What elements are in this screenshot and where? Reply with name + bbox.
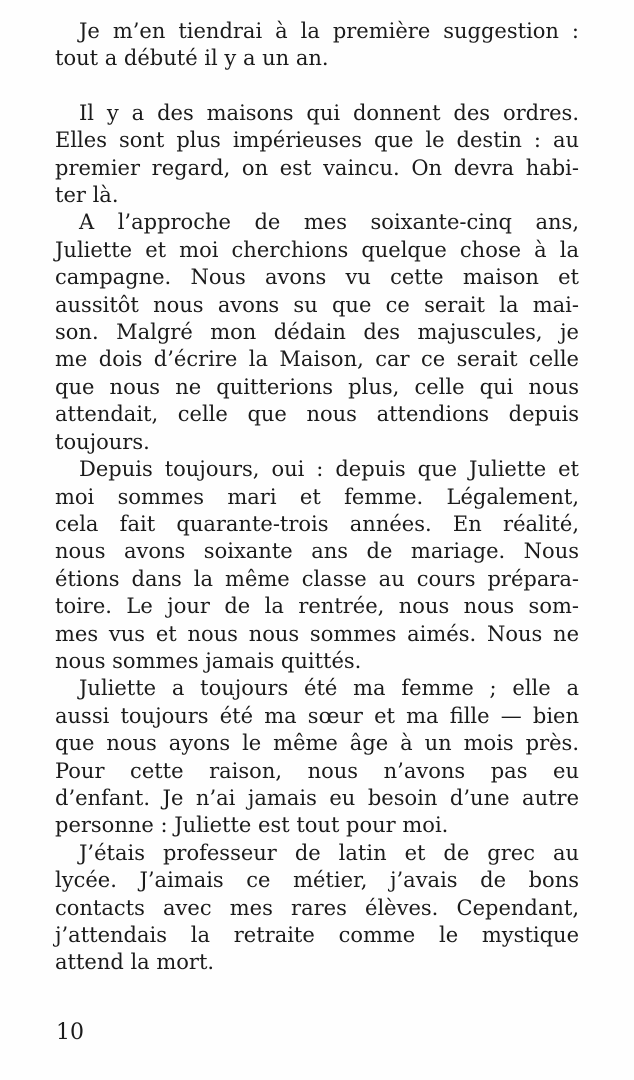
body-text xyxy=(55,18,579,977)
paragraph-6 xyxy=(55,840,579,977)
text-line: d’enfant. Je n’ai jamais eu besoin d’une autre xyxy=(55,785,579,810)
text-line: moi sommes mari et femme. Légalement, xyxy=(55,484,579,509)
section-gap xyxy=(55,73,579,100)
text-line: contacts avec mes rares élèves. Cependant, xyxy=(55,895,579,920)
text-line: Depuis toujours, oui : depuis que Juliette et xyxy=(79,457,579,482)
text-line: mes vus et nous nous sommes aimés. Nous ne xyxy=(55,621,579,646)
text-line: nous avons soixante ans de mariage. Nous xyxy=(55,539,579,564)
paragraph-1 xyxy=(55,18,579,73)
text-line: campagne. Nous avons vu cette maison et xyxy=(55,265,579,290)
paragraph-5 xyxy=(55,675,579,839)
text-line: ter là. xyxy=(55,183,119,208)
text-line: son. Malgré mon dédain des majuscules, je xyxy=(55,320,579,345)
text-line: Juliette a toujours été ma femme ; elle a xyxy=(79,676,579,701)
text-line: personne : Juliette est tout pour moi. xyxy=(55,813,449,838)
text-line: me dois d’écrire la Maison, car ce serait celle xyxy=(55,347,579,372)
text-line: aussitôt nous avons su que ce serait la mai- xyxy=(55,292,579,317)
text-line: attend la mort. xyxy=(55,950,215,975)
text-line: cela fait quarante-trois années. En réalité, xyxy=(55,511,579,536)
text-line: toire. Le jour de la rentrée, nous nous som- xyxy=(55,594,579,619)
paragraph-4 xyxy=(55,456,579,675)
text-line: aussi toujours été ma sœur et ma fille — bien xyxy=(55,703,579,728)
text-line: j’attendais la retraite comme le mystique xyxy=(55,923,579,947)
text-line: Il y a des maisons qui donnent des ordres. xyxy=(79,100,579,125)
text-line: Je m’en tiendrai à la première suggestion : xyxy=(79,19,579,43)
text-line: tout a débuté il y a un an. xyxy=(55,46,329,71)
text-line: premier regard, on est vaincu. On devra habi- xyxy=(55,155,579,180)
text-line: que nous ayons le même âge à un mois près. xyxy=(55,731,579,756)
text-line: étions dans la même classe au cours prépara- xyxy=(55,566,579,591)
text-line: Pour cette raison, nous n’avons pas eu xyxy=(55,758,579,783)
text-line: toujours. xyxy=(55,429,150,454)
text-line: lycée. J’aimais ce métier, j’avais de bons xyxy=(55,868,579,893)
page-number: 10 xyxy=(56,1020,84,1045)
text-line: nous sommes jamais quittés. xyxy=(55,648,362,673)
text-line: que nous ne quitterions plus, celle qui nous xyxy=(55,374,579,399)
paragraph-3 xyxy=(55,209,579,456)
text-line: A l’approche de mes soixante-cinq ans, xyxy=(79,210,579,235)
text-line: attendait, celle que nous attendions depuis xyxy=(55,402,579,427)
text-line: J’étais professeur de latin et de grec au xyxy=(79,840,579,865)
paragraph-2 xyxy=(55,100,579,210)
text-line: Elles sont plus impérieuses que le destin : au xyxy=(55,128,579,153)
text-line: Juliette et moi cherchions quelque chose à la xyxy=(55,237,579,262)
